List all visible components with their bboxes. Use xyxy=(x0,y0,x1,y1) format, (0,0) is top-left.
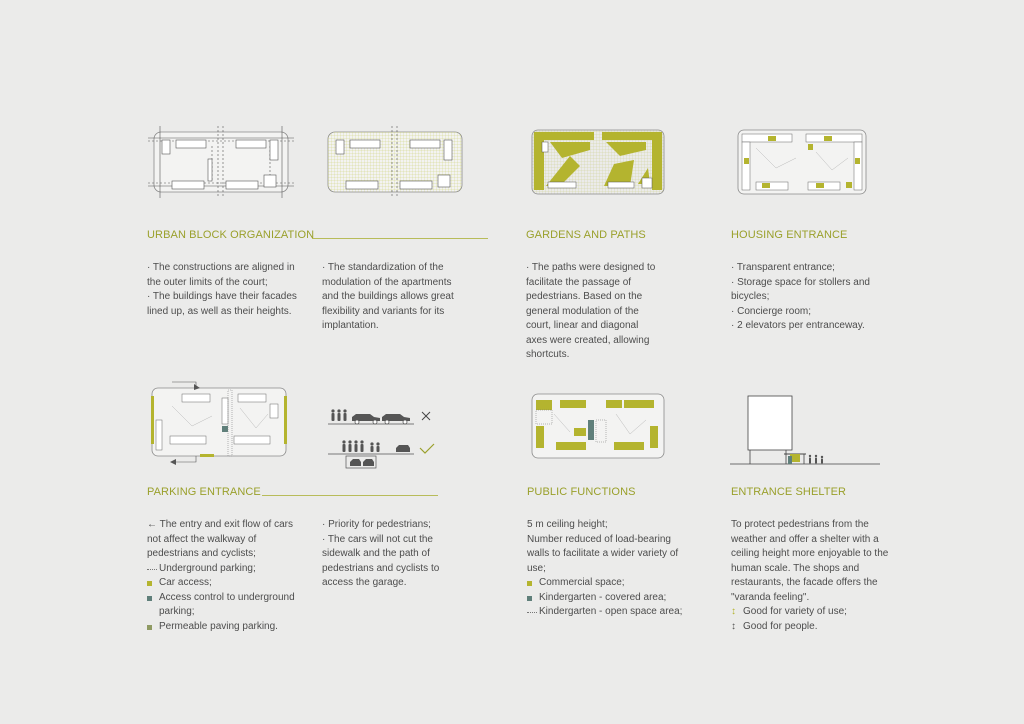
parking-title: PARKING ENTRANCE xyxy=(147,486,261,498)
teal-square-icon xyxy=(147,596,152,601)
shelter-title: ENTRANCE SHELTER xyxy=(731,486,847,498)
paragraph: · Storage space for stollers and bicycles; xyxy=(731,276,870,302)
olive-square-icon xyxy=(147,581,152,586)
urban-block-plan-diagram xyxy=(148,126,294,198)
legend-item xyxy=(527,576,687,591)
teal-square-icon xyxy=(527,596,532,601)
urban-block-text-col2 xyxy=(322,261,468,334)
title-rule xyxy=(312,238,488,239)
paragraph: · The cars will not cut the sidewalk and the path of pedestrians and cyclists to access the garage. xyxy=(322,533,440,588)
title-rule xyxy=(262,495,438,496)
legend-item xyxy=(147,620,295,635)
sage-square-icon xyxy=(147,625,152,630)
parking-text-col1 xyxy=(147,518,295,634)
dotted-line-icon xyxy=(147,569,157,570)
paragraph: ← The entry and exit flow of cars not affect the walkway of pedestrians and cyclists; xyxy=(147,519,293,559)
gardens-title: GARDENS AND PATHS xyxy=(526,229,646,241)
paragraph: 5 m ceiling height; xyxy=(527,519,608,530)
legend-item xyxy=(731,620,891,635)
urban-block-text-col1 xyxy=(147,261,297,319)
entrance-shelter-diagram xyxy=(730,392,882,472)
dotted-line-icon xyxy=(527,612,537,613)
updown-arrow-icon: ↕ xyxy=(731,606,736,617)
updown-arrow-icon: ↕ xyxy=(731,620,736,632)
legend-item xyxy=(731,605,891,620)
olive-square-icon xyxy=(527,581,532,586)
legend-label: Underground parking; xyxy=(159,562,256,574)
public-functions-title: PUBLIC FUNCTIONS xyxy=(527,486,636,498)
urban-block-title: URBAN BLOCK ORGANIZATION xyxy=(147,229,315,241)
legend-label: Kindergarten - covered area; xyxy=(539,591,667,603)
public-functions-text xyxy=(527,518,687,620)
paragraph: · The paths were designed to facilitate the passage of pedestrians. Based on the general modulation of the court, linear and diagonal axes were created, allowing shortcuts. xyxy=(526,262,656,360)
paragraph: · Priority for pedestrians; xyxy=(322,519,431,530)
gardens-text xyxy=(526,261,658,363)
cross-icon xyxy=(422,412,430,420)
legend-label: Good for variety of use; xyxy=(743,606,847,617)
legend-label: Permeable paving parking. xyxy=(159,620,278,632)
check-icon xyxy=(420,444,434,453)
paragraph: · The constructions are aligned in the outer limits of the court; xyxy=(147,262,295,288)
paragraph: · Transparent entrance; xyxy=(731,262,835,273)
legend-label: Kindergarten - open space area; xyxy=(539,606,683,617)
pedestrian-priority-diagram xyxy=(326,408,438,472)
legend-item xyxy=(147,562,295,577)
gardens-paths-diagram xyxy=(530,128,666,196)
paragraph: Number reduced of load-bearing walls to facilitate a wider variety of use; xyxy=(527,533,679,574)
housing-entrance-diagram xyxy=(736,128,868,196)
public-functions-diagram xyxy=(530,392,666,460)
legend-label: Good for people. xyxy=(743,620,818,632)
legend-item xyxy=(147,591,295,620)
paragraph: · 2 elevators per entranceway. xyxy=(731,320,865,331)
housing-text xyxy=(731,261,891,334)
shelter-text xyxy=(731,518,891,634)
paragraph: · The standardization of the modulation of the apartments and the buildings allows great flexibility and variants for its implantation. xyxy=(322,262,454,331)
legend-item xyxy=(147,576,295,591)
legend-item xyxy=(527,591,687,606)
legend-label: Commercial space; xyxy=(539,577,625,588)
urban-block-grid-diagram xyxy=(322,126,468,198)
parking-text-col2 xyxy=(322,518,452,591)
legend-label: Car access; xyxy=(159,577,212,588)
paragraph: · Concierge room; xyxy=(731,305,812,317)
housing-title: HOUSING ENTRANCE xyxy=(731,229,848,241)
paragraph: · The buildings have their facades lined up, as well as their heights. xyxy=(147,291,297,317)
legend-item xyxy=(527,605,687,620)
legend-label: Access control to underground parking; xyxy=(159,591,295,617)
paragraph: To protect pedestrians from the weather and offer a shelter with a ceiling height more enjoyable to the human scale. The shops and restaurants, the facade offers the "varanda feeling". xyxy=(731,519,889,603)
parking-entrance-diagram xyxy=(148,380,290,466)
